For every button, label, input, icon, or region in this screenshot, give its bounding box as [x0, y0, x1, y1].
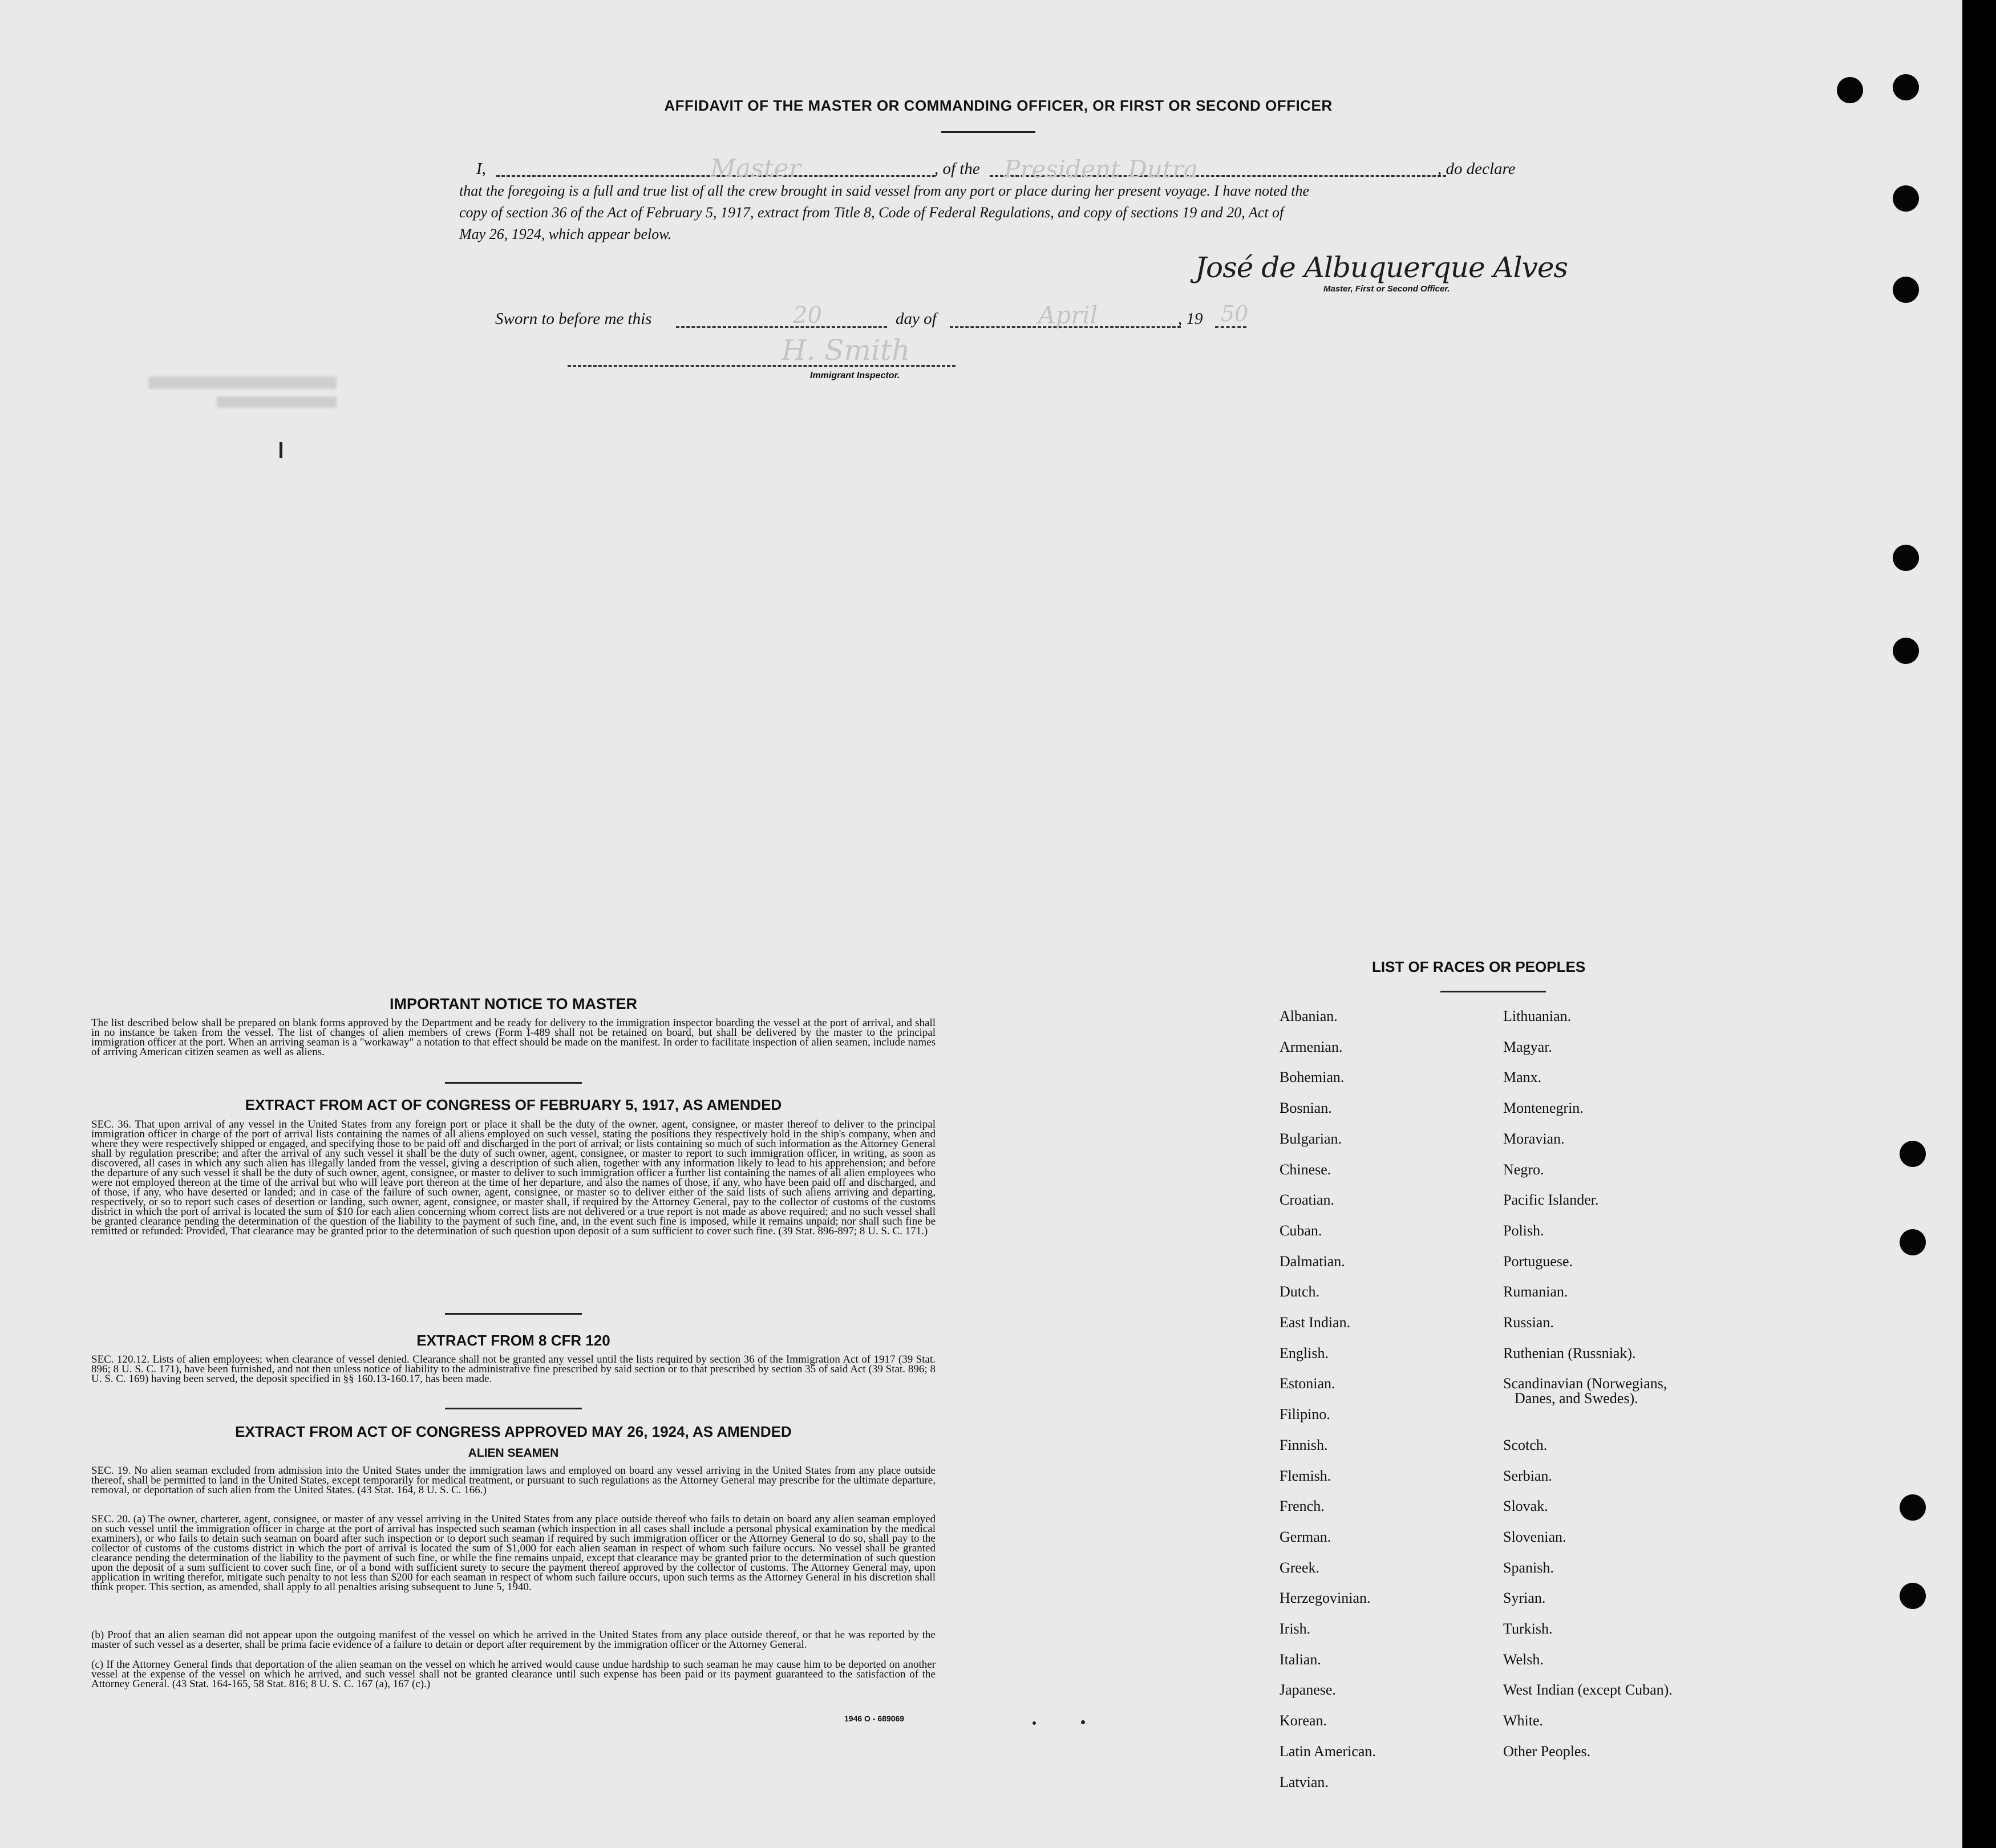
master-signature: José de Albuquerque Alves [1195, 251, 1568, 284]
punch-hole [1893, 277, 1919, 303]
punch-hole [1893, 545, 1919, 571]
race-item: Spanish. [1503, 1559, 1554, 1576]
punch-hole [1900, 1141, 1926, 1167]
race-item: Herzegovinian. [1280, 1590, 1371, 1607]
race-item: Turkish. [1503, 1620, 1553, 1637]
race-item: Magyar. [1503, 1038, 1552, 1055]
race-item: Negro. [1503, 1161, 1544, 1178]
race-item: Slovak. [1503, 1498, 1548, 1515]
race-item: Italian. [1280, 1651, 1321, 1668]
races-divider [1440, 991, 1546, 992]
extract-1917-title: EXTRACT FROM ACT OF CONGRESS OF FEBRUARY 5, 1917, AS AMENDED [245, 1096, 782, 1113]
race-item: Japanese. [1280, 1681, 1336, 1699]
race-item: Dutch. [1280, 1283, 1320, 1300]
i-label: I, [476, 160, 486, 178]
extract-1917-divider [445, 1313, 582, 1315]
race-item: Dalmatian. [1280, 1253, 1345, 1270]
race-item: White. [1503, 1712, 1544, 1729]
day-of-label: day of [896, 310, 937, 328]
race-item: Armenian. [1280, 1038, 1343, 1055]
cfr-divider [445, 1408, 582, 1409]
ink-speck [1033, 1721, 1036, 1725]
race-item: Portuguese. [1503, 1253, 1573, 1270]
day-blank [676, 326, 887, 328]
punch-hole [1900, 1583, 1926, 1609]
race-item: East Indian. [1280, 1314, 1351, 1331]
year-prefix: , 19 [1178, 310, 1203, 328]
race-item: Manx. [1503, 1069, 1542, 1086]
faint-stamp [217, 396, 337, 408]
race-item: French. [1280, 1498, 1325, 1515]
punch-hole [1893, 185, 1919, 212]
race-item: Filipino. [1280, 1406, 1330, 1423]
race-item: Syrian. [1503, 1590, 1546, 1607]
year-suffix: 50 [1221, 301, 1249, 326]
race-item: Albanian. [1280, 1008, 1338, 1024]
print-code: 1946 O - 689069 [844, 1714, 905, 1723]
inspector-caption: Immigrant Inspector. [810, 371, 900, 380]
race-item: Pacific Islander. [1503, 1192, 1599, 1209]
year-blank [1215, 326, 1246, 328]
race-item: Ruthenian (Russniak). [1503, 1344, 1636, 1361]
race-item: Latvian. [1280, 1773, 1329, 1790]
race-item: Cuban. [1280, 1222, 1322, 1239]
race-item: Slovenian. [1503, 1528, 1566, 1545]
extract-1917-body: SEC. 36. That upon arrival of any vessel in the United States from any foreign port or place it shall be the duty of the owner, agent, consignee, or master thereof to deliver to the principal immigration officer in charge of the port of arrival lists containing the names of all aliens employed on such vessel, stating the positions they respectively hold in the ship's company, when and where they were respectively shipped or engaged, and specifying those to be paid off and discharged in the port of arrival; or lists containing so much of such information as the Attorney General shall by regulation prescribe; and after the arrival of any such vessel it shall be the duty of such owner, agent, consignee, or master to report to such immigration officer, in writing, as soon as discovered, all cases in which any such alien has illegally landed from the vessel, giving a description of such alien, together with any information likely to lead to his apprehension; and before the departure of any such vessel it shall be the duty of such owner, agent, consignee, or master to deliver to such immigration officer a further list containing the names of all alien employees who were not employed thereon at the time of the arrival but who will leave port thereon at the time of her departure, and also the names of those, if any, who have been paid off and discharged, and of those, if any, who have deserted or landed; and in case of the failure of such owner, agent, consignee, or master so to deliver either of the said lists of such aliens arriving and departing, respectively, or so to report such cases of desertion or landing, such owner, agent, consignee, or master shall, if required by the Attorney General, pay to the collector of customs of the customs district in which the port of arrival is located the sum of $10 for each alien concerning whom correct lists are not delivered or a true report is not made as above required; and no such vessel shall be granted clearance pending the determination of the question of the liability to the payment of such fine, and, in the event such fine is imposed, while it remains unpaid; nor shall such fine be remitted or refunded: Provided, That clearance may be granted prior to the determination of such question upon deposit of a sum sufficient to cover such fine. (39 Stat. 896-897; 8 U. S. C. 171.) [91, 1118, 936, 1237]
vessel-value: President Dutra [1004, 155, 1198, 183]
races-title: LIST OF RACES OR PEOPLES [1372, 958, 1586, 975]
signature-caption: Master, First or Second Officer. [1323, 284, 1450, 294]
extract-1924-subtitle: ALIEN SEAMEN [468, 1446, 559, 1460]
ink-speck [1081, 1720, 1085, 1724]
race-item: Korean. [1280, 1712, 1327, 1729]
race-item: Chinese. [1280, 1161, 1331, 1178]
punch-hole [1893, 638, 1919, 664]
race-item: Danes, and Swedes). [1515, 1390, 1638, 1407]
faint-stamp [148, 376, 337, 389]
race-item: Greek. [1280, 1559, 1320, 1576]
race-item: West Indian (except Cuban). [1503, 1681, 1673, 1699]
inspector-signature: H. Smith [782, 334, 910, 367]
notice-title: IMPORTANT NOTICE TO MASTER [390, 995, 637, 1012]
notice-body: The list described below shall be prepared on blank forms approved by the Department and be ready for delivery to the immigration inspector boarding the vessel at the port of arrival, and shall in no instance be taken from the vessel. The list of changes of alien members of crews (Form I-489 shall not be retained on board, but shall be delivered by the master to the principal immigration officer at the port. When an arriving seaman is a "workaway" a notation to that effect should be made on the manifest. In order to facilitate inspection of alien seamen, include names of arriving American citizen seamen as well as aliens. [91, 1017, 936, 1058]
sworn-label: Sworn to before me this [495, 310, 652, 328]
race-item: Croatian. [1280, 1192, 1335, 1209]
cfr-title: EXTRACT FROM 8 CFR 120 [416, 1332, 610, 1349]
extract-1924-sec20a: SEC. 20. (a) The owner, charterer, agent, consignee, or master of any vessel arriving in the United States from any place outside thereof who fails to detain on board any alien seaman employed on such vessel until the immigration officer in charge at the port of arrival has inspected such seaman (which inspection in all cases shall include a personal physical examination by the medical examiners), or who fails to detain such seaman on board after such inspection or to deport such seaman if required by such immigration officer or the Attorney General to do so, shall pay to the collector of customs of the customs district in which the port of arrival is located the sum of $1,000 for each alien seaman in respect of whom such failure occurs. No vessel shall be granted clearance pending the determination of the liability to the payment of such fine, or while the fine remains unpaid, except that clearance may be granted prior to the determination of such question upon the deposit of a sum sufficient to cover such fine, or of a bond with sufficient surety to secure the payment thereof approved by the collector of customs. The Attorney General may, upon application in writing therefor, mitigate such penalty to not less than $200 for each seaman in respect of whom such failure occurs, upon such terms as the Attorney General in his discretion shall think proper. This section, as amended, shall apply to all penalties arising subsequent to June 5, 1940. [91, 1513, 936, 1593]
affidavit-line-1: that the foregoing is a full and true list of all the crew brought in said vessel from any port or place during her present voyage. I have noted the [459, 183, 1309, 199]
ink-mark [280, 442, 282, 458]
race-item: Scotch. [1503, 1436, 1548, 1453]
extract-1924-sec20c: (c) If the Attorney General finds that deportation of the alien seaman on the vessel on which he arrived would cause undue hardship to such seaman he may cause him to be deported on another vessel at the expense of the vessel on which he arrived, and such vessel shall not be granted clearance until such expense has been paid or its payment guaranteed to the satisfaction of the Attorney General. (43 Stat. 164-165, 58 Stat. 816; 8 U. S. C. 167 (a), 167 (c).) [91, 1659, 936, 1690]
race-item: Other Peoples. [1503, 1742, 1591, 1760]
race-item: Bohemian. [1280, 1069, 1345, 1086]
sworn-month: April [1038, 301, 1098, 329]
race-item: Moravian. [1503, 1130, 1565, 1147]
race-item: Rumanian. [1503, 1283, 1568, 1300]
affidavit-title: AFFIDAVIT OF THE MASTER OR COMMANDING OFFICER, OR FIRST OR SECOND OFFICER [664, 97, 1333, 114]
race-item: Flemish. [1280, 1467, 1331, 1484]
master-value: Master [710, 154, 801, 183]
race-item: Bosnian. [1280, 1100, 1332, 1117]
affidavit-line-3: May 26, 1924, which appear below. [459, 226, 672, 242]
race-item: Lithuanian. [1503, 1008, 1572, 1024]
extract-1924-title: EXTRACT FROM ACT OF CONGRESS APPROVED MAY 26, 1924, AS AMENDED [235, 1423, 792, 1440]
race-item: Polish. [1503, 1222, 1544, 1239]
affidavit-line-2: copy of section 36 of the Act of February 5, 1917, extract from Title 8, Code of Federal Regulations, and copy of sections 19 and 20, Act of [459, 204, 1284, 221]
title-divider [941, 131, 1035, 133]
sworn-day: 20 [793, 302, 822, 329]
race-item: Scandinavian (Norwegians, [1503, 1375, 1667, 1392]
race-item: Russian. [1503, 1314, 1554, 1331]
race-item: Bulgarian. [1280, 1130, 1342, 1147]
notice-divider [445, 1082, 582, 1084]
race-item: Serbian. [1503, 1467, 1552, 1484]
race-item: Finnish. [1280, 1436, 1328, 1453]
of-the-label: , of the [934, 160, 980, 178]
race-item: Latin American. [1280, 1742, 1376, 1760]
race-item: English. [1280, 1344, 1329, 1361]
race-item: Estonian. [1280, 1375, 1335, 1392]
inspector-blank [568, 365, 956, 367]
punch-hole [1893, 74, 1919, 100]
do-declare-label: , do declare [1438, 160, 1516, 178]
punch-hole [1900, 1494, 1926, 1521]
extract-1924-sec20b: (b) Proof that an alien seaman did not appear upon the outgoing manifest of the vessel on which he arrived in the United States from any place outside thereof, or that he was reported by the master of such vessel as a deserter, shall be prima facie evidence of a failure to detain or deport after requirement by the immigration officer or the Attorney General. [91, 1629, 936, 1651]
race-item: German. [1280, 1528, 1331, 1545]
race-item: Irish. [1280, 1620, 1311, 1637]
cfr-body: SEC. 120.12. Lists of alien employees; when clearance of vessel denied. Clearance shall not be granted any vessel until the lists required by section 36 of the Immigration Act of 1917 (39 Stat. 896; 8 U. S. C. 171), have been furnished, and not then unless notice of liability to the administrative fine prescribed by said section or to that prescribed by section 35 of said Act (39 Stat. 896; 8 U. S. C. 169) having been served, the deposit specified in §§ 160.13-160.17, has been made. [91, 1353, 936, 1385]
race-item: Welsh. [1503, 1651, 1544, 1668]
extract-1924-sec19: SEC. 19. No alien seaman excluded from admission into the United States under the immigration laws and employed on board any vessel arriving in the United States from any place outside thereof, shall be permitted to land in the United States, except temporarily for medical treatment, or pursuant to such regulations as the Attorney General may prescribe for the ultimate departure, removal, or deportation of such alien from the United States. (43 Stat. 164, 8 U. S. C. 166.) [91, 1465, 936, 1496]
race-item: Montenegrin. [1503, 1100, 1584, 1117]
punch-hole [1837, 77, 1863, 103]
punch-hole [1900, 1229, 1926, 1255]
